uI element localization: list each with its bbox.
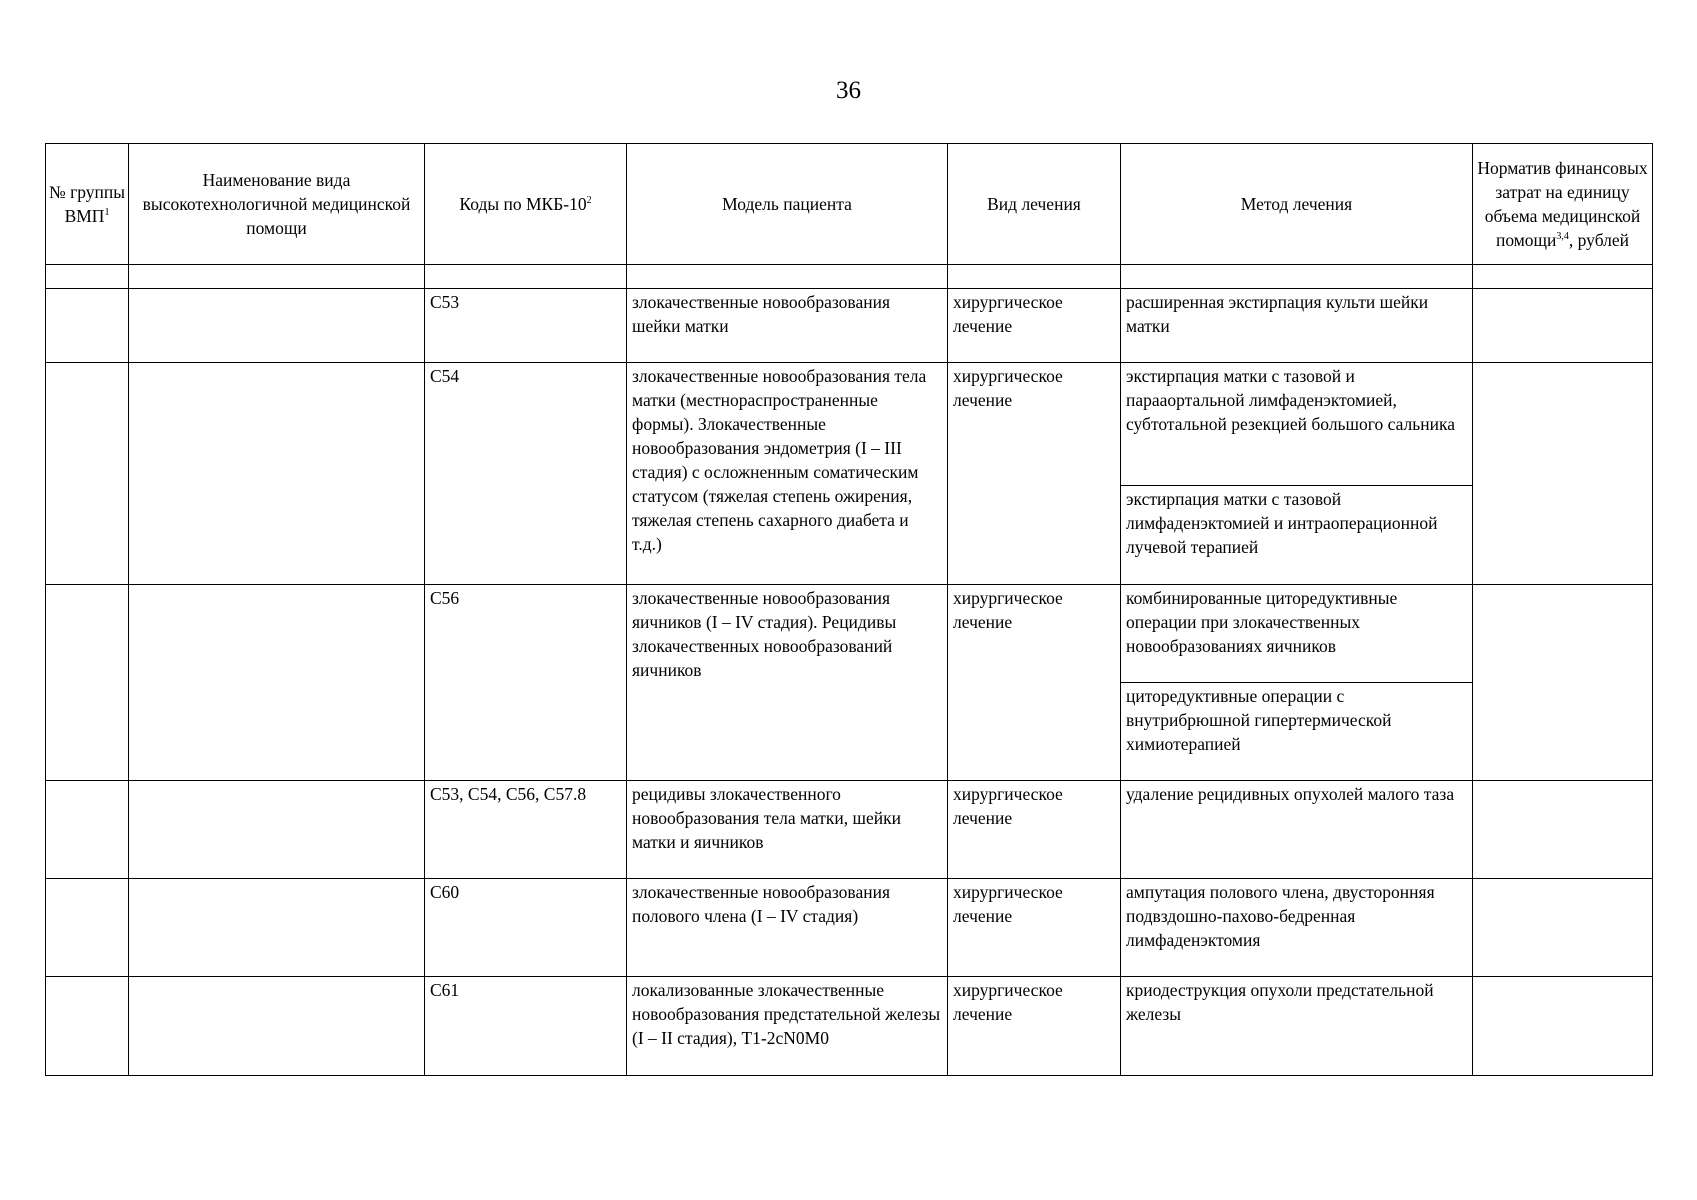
model-cell: злокачественные новообразования полового члена (I – IV стадия) bbox=[627, 879, 948, 977]
method-cell: расширенная экстирпация культи шейки матки bbox=[1121, 289, 1473, 363]
method-cell: удаление рецидивных опухолей малого таза bbox=[1121, 781, 1473, 879]
method-cell: экстирпация матки с тазовой лимфаденэктомией и интраоперационной лучевой терапией bbox=[1121, 486, 1473, 585]
method-cell: циторедуктивные операции с внутрибрюшной гипертермической химиотерапией bbox=[1121, 683, 1473, 781]
codes-cell: C60 bbox=[425, 879, 627, 977]
treatment-cell: хирургическое лечение bbox=[948, 363, 1121, 585]
page-number: 36 bbox=[836, 77, 861, 104]
method-cell: ампутация полового члена, двусторонняя подвздошно-пахово-бедренная лимфаденэктомия bbox=[1121, 879, 1473, 977]
codes-cell: C56 bbox=[425, 585, 627, 781]
group-cell bbox=[46, 585, 129, 781]
model-cell: злокачественные новообразования тела матки (местнораспространенные формы). Злокачественные новообразования эндометрия (I – III стадия) с осложненным соматическим статусом (тяжелая степень ожирения, тяжелая степень сахарного диабета и т.д.) bbox=[627, 363, 948, 585]
header-norm: Норматив финансовых затрат на единицу объема медицинской помощи$^{3,4}$, рублей bbox=[1473, 144, 1653, 265]
name-cell bbox=[129, 977, 425, 1076]
model-cell: рецидивы злокачественного новообразования тела матки, шейки матки и яичников bbox=[627, 781, 948, 879]
header-group: № группы ВМП$^1$ bbox=[46, 144, 129, 265]
codes-cell: C54 bbox=[425, 363, 627, 585]
norm-cell bbox=[1473, 879, 1653, 977]
group-cell bbox=[46, 781, 129, 879]
codes-cell: C53 bbox=[425, 289, 627, 363]
norm-cell bbox=[1473, 363, 1653, 585]
vmp-table bbox=[45, 143, 1653, 1076]
codes-cell: C53, C54, C56, C57.8 bbox=[425, 781, 627, 879]
table-row bbox=[46, 879, 1653, 977]
header-method: Метод лечения bbox=[1121, 144, 1473, 265]
group-cell bbox=[46, 977, 129, 1076]
norm-cell bbox=[1473, 585, 1653, 781]
name-cell bbox=[129, 363, 425, 585]
group-cell bbox=[46, 289, 129, 363]
header-model: Модель пациента bbox=[627, 144, 948, 265]
spacer-row bbox=[46, 265, 1653, 289]
name-cell bbox=[129, 585, 425, 781]
treatment-cell: хирургическое лечение bbox=[948, 289, 1121, 363]
table-header-row bbox=[46, 144, 1653, 265]
table-row bbox=[46, 781, 1653, 879]
name-cell bbox=[129, 781, 425, 879]
header-name: Наименование вида высокотехнологичной медицинской помощи bbox=[129, 144, 425, 265]
codes-cell: C61 bbox=[425, 977, 627, 1076]
treatment-cell: хирургическое лечение bbox=[948, 585, 1121, 781]
model-cell: локализованные злокачественные новообразования предстательной железы (I – II стадия), T1-2cN0M0 bbox=[627, 977, 948, 1076]
table-row bbox=[46, 585, 1653, 683]
table-row bbox=[46, 289, 1653, 363]
treatment-cell: хирургическое лечение bbox=[948, 977, 1121, 1076]
method-cell: экстирпация матки с тазовой и парааортальной лимфаденэктомией, субтотальной резекцией большого сальника bbox=[1121, 363, 1473, 486]
model-cell: злокачественные новообразования шейки матки bbox=[627, 289, 948, 363]
group-cell bbox=[46, 879, 129, 977]
norm-cell bbox=[1473, 977, 1653, 1076]
treatment-cell: хирургическое лечение bbox=[948, 781, 1121, 879]
norm-cell bbox=[1473, 289, 1653, 363]
header-treatment: Вид лечения bbox=[948, 144, 1121, 265]
norm-cell bbox=[1473, 781, 1653, 879]
treatment-cell: хирургическое лечение bbox=[948, 879, 1121, 977]
group-cell bbox=[46, 363, 129, 585]
method-cell: комбинированные циторедуктивные операции при злокачественных новообразованиях яичников bbox=[1121, 585, 1473, 683]
table-row bbox=[46, 363, 1653, 486]
table-row bbox=[46, 977, 1653, 1076]
name-cell bbox=[129, 289, 425, 363]
name-cell bbox=[129, 879, 425, 977]
model-cell: злокачественные новообразования яичников (I – IV стадия). Рецидивы злокачественных новообразований яичников bbox=[627, 585, 948, 781]
header-codes: Коды по МКБ-$10^2$ bbox=[425, 144, 627, 265]
method-cell: криодеструкция опухоли предстательной железы bbox=[1121, 977, 1473, 1076]
